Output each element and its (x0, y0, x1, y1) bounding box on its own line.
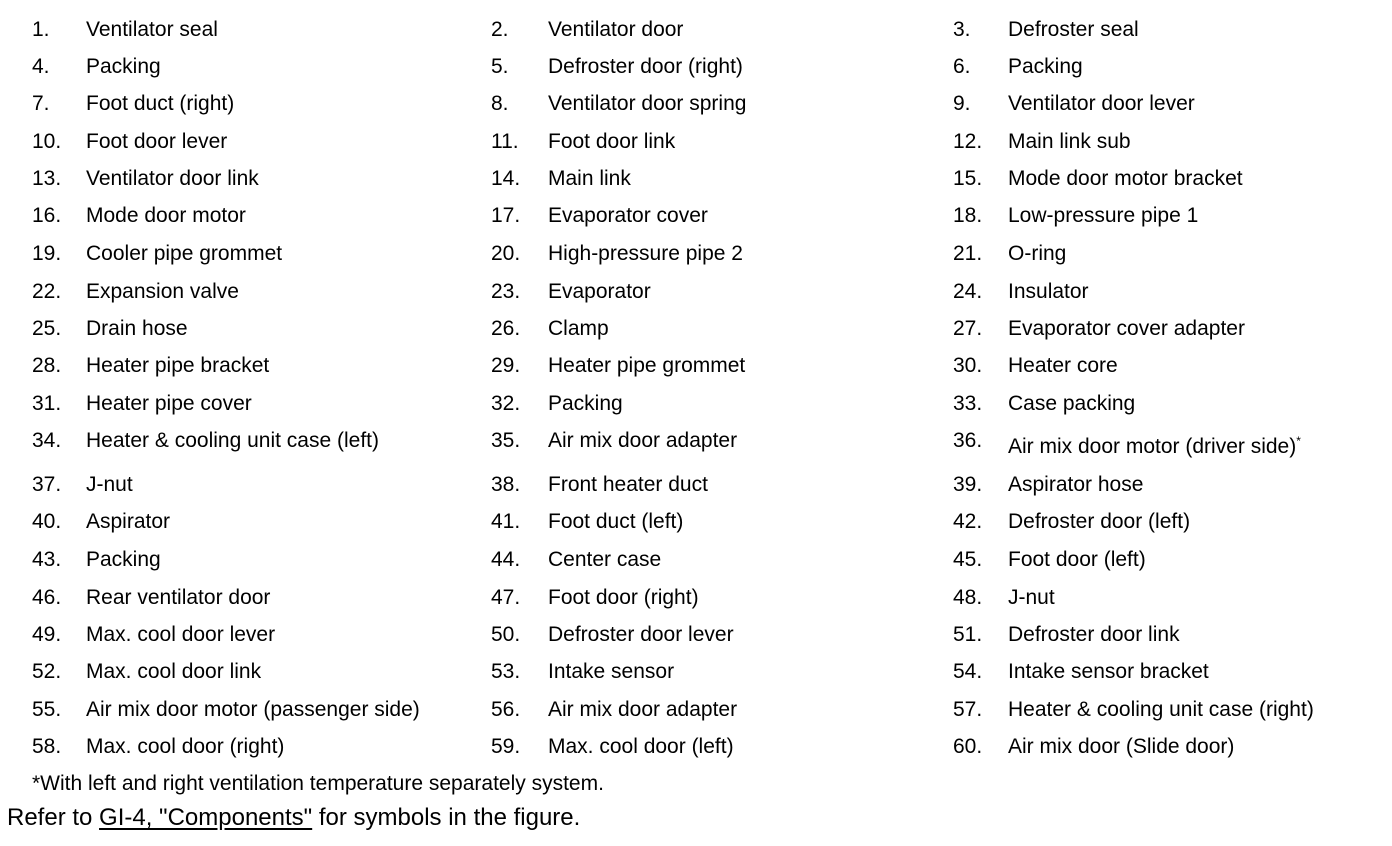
item-label (548, 18, 683, 42)
item-number: 60. (953, 735, 983, 758)
item-number: 10. (32, 130, 62, 153)
item-label (1008, 280, 1089, 304)
item-label-text: Foot door lever (86, 130, 228, 153)
item-number: 23. (491, 280, 521, 303)
item-label-text: Expansion valve (86, 280, 239, 303)
item-label-text: Defroster door (right) (548, 55, 743, 78)
item-number: 45. (953, 548, 983, 571)
item-number: 59. (491, 735, 521, 758)
item-label (86, 280, 239, 304)
item-number: 40. (32, 510, 62, 533)
item-number: 35. (491, 429, 521, 452)
item-label-text: Max. cool door (right) (86, 735, 285, 758)
item-label-text: Defroster door lever (548, 623, 734, 646)
item-number: 44. (491, 548, 521, 571)
item-number: 49. (32, 623, 62, 646)
item-number: 1. (32, 18, 50, 41)
item-number: 39. (953, 473, 983, 496)
item-label (86, 242, 282, 266)
item-label (1008, 548, 1146, 572)
item-label (1008, 242, 1066, 266)
item-number: 32. (491, 392, 521, 415)
item-label (1008, 92, 1195, 116)
legend-row (0, 473, 1392, 510)
components-reference-link[interactable]: GI-4, "Components" (99, 804, 313, 831)
item-label-text: Insulator (1008, 280, 1089, 303)
item-label (548, 548, 661, 572)
item-number: 56. (491, 698, 521, 721)
item-label (1008, 167, 1243, 191)
item-label-text: Heater & cooling unit case (left) (86, 429, 379, 452)
item-number: 31. (32, 392, 62, 415)
item-number: 36. (953, 429, 983, 452)
item-label (548, 242, 743, 266)
item-label (548, 55, 743, 79)
item-label-text: Ventilator door (548, 18, 684, 41)
item-label (86, 167, 259, 191)
item-label (548, 392, 623, 416)
item-label (86, 510, 170, 534)
item-label (86, 130, 227, 154)
item-label (1008, 586, 1055, 610)
item-label-text: Packing (1008, 55, 1083, 78)
item-number: 2. (491, 18, 509, 41)
item-number: 58. (32, 735, 62, 758)
item-label (548, 167, 631, 191)
item-label-text: Front heater duct (548, 473, 708, 496)
item-label (86, 473, 133, 497)
legend-row (0, 548, 1392, 585)
item-label-text: Ventilator door link (86, 167, 259, 190)
item-label-text: Main link sub (1008, 130, 1131, 153)
item-label-text: Heater pipe cover (86, 392, 252, 415)
item-label-text: Defroster seal (1008, 18, 1139, 41)
item-label (86, 55, 161, 79)
item-label (548, 473, 708, 497)
item-label-text: Packing (86, 548, 161, 571)
item-label-text: Max. cool door (left) (548, 735, 734, 758)
item-number: 28. (32, 354, 62, 377)
item-number: 26. (491, 317, 521, 340)
item-label (86, 586, 270, 610)
item-label (548, 317, 609, 341)
item-number: 11. (491, 130, 519, 153)
item-label (548, 586, 699, 610)
item-label (86, 204, 246, 228)
item-label (1008, 735, 1234, 759)
item-label-text: Evaporator cover (548, 204, 708, 227)
item-number: 38. (491, 473, 521, 496)
item-number: 3. (953, 18, 971, 41)
reference-suffix: for symbols in the figure. (312, 804, 581, 831)
item-label-text: Intake sensor (548, 660, 675, 683)
item-label-text: Drain hose (86, 317, 188, 340)
item-label-text: Ventilator door lever (1008, 92, 1195, 115)
item-number: 54. (953, 660, 983, 683)
item-number: 27. (953, 317, 983, 340)
item-number: 30. (953, 354, 983, 377)
legend-row (0, 510, 1392, 547)
item-label (548, 354, 745, 378)
item-label-text: Defroster door link (1008, 623, 1180, 646)
item-label (1008, 473, 1143, 497)
item-number: 41. (491, 510, 521, 533)
item-number: 47. (491, 586, 521, 609)
item-label (548, 280, 651, 304)
legend-row (0, 204, 1392, 241)
item-label-text: High-pressure pipe 2 (548, 242, 743, 265)
legend-row (0, 698, 1392, 735)
item-label (86, 660, 261, 684)
legend-row (0, 55, 1392, 92)
reference-note (7, 804, 580, 832)
item-label (548, 698, 737, 722)
legend-row (0, 735, 1392, 772)
legend-row (0, 280, 1392, 317)
item-label (1008, 698, 1314, 722)
item-number: 4. (32, 55, 50, 78)
item-label-text: Air mix door (Slide door) (1008, 735, 1235, 758)
item-label-text: Air mix door adapter (548, 429, 738, 452)
item-number: 7. (32, 92, 50, 115)
item-number: 42. (953, 510, 983, 533)
item-number: 52. (32, 660, 62, 683)
item-label (1008, 510, 1190, 534)
item-label (86, 623, 275, 647)
item-label (86, 317, 188, 341)
legend-row (0, 429, 1392, 466)
item-label (548, 623, 734, 647)
item-label (86, 429, 379, 453)
item-label (548, 204, 708, 228)
item-number: 21. (953, 242, 983, 265)
item-number: 5. (491, 55, 509, 78)
item-label (86, 735, 284, 759)
legend-row (0, 92, 1392, 129)
item-label (86, 392, 252, 416)
item-label-text: Evaporator cover adapter (1008, 317, 1245, 340)
item-number: 17. (491, 204, 521, 227)
item-label-text: Center case (548, 548, 662, 571)
legend-row (0, 18, 1392, 55)
item-label (548, 660, 674, 684)
item-label (548, 429, 737, 453)
item-number: 12. (953, 130, 983, 153)
item-number: 55. (32, 698, 62, 721)
item-label-text: Ventilator seal (86, 18, 218, 41)
item-label (1008, 660, 1209, 684)
item-label-text: Low-pressure pipe 1 (1008, 204, 1199, 227)
item-label-text: Heater pipe grommet (548, 354, 746, 377)
item-label-text: Air mix door adapter (548, 698, 738, 721)
item-number: 29. (491, 354, 521, 377)
item-label-text: Cooler pipe grommet (86, 242, 283, 265)
item-number: 37. (32, 473, 62, 496)
legend-row (0, 660, 1392, 697)
item-label-text: Heater core (1008, 354, 1118, 377)
item-number: 51. (953, 623, 983, 646)
item-label-text: Aspirator (86, 510, 171, 533)
item-label-text: Foot door (right) (548, 586, 699, 609)
item-label (1008, 392, 1135, 416)
item-number: 53. (491, 660, 521, 683)
reference-prefix: Refer to (7, 804, 100, 831)
footnote: *With left and right ventilation temperature separately system. (32, 772, 604, 795)
item-number: 13. (32, 167, 62, 190)
item-number: 24. (953, 280, 983, 303)
item-number: 48. (953, 586, 983, 609)
item-number: 9. (953, 92, 971, 115)
item-label (548, 735, 734, 759)
item-number: 25. (32, 317, 62, 340)
item-label (1008, 623, 1180, 647)
item-label-text: Ventilator door spring (548, 92, 747, 115)
item-label (548, 510, 683, 534)
item-label-text: Foot door link (548, 130, 676, 153)
legend-row (0, 167, 1392, 204)
item-label (1008, 317, 1245, 341)
item-label-text: J-nut (1008, 586, 1055, 609)
item-label-text: Aspirator hose (1008, 473, 1144, 496)
item-label-text: Foot duct (left) (548, 510, 684, 533)
item-number: 18. (953, 204, 983, 227)
item-label-text: Packing (86, 55, 161, 78)
item-label (86, 548, 161, 572)
item-label (86, 354, 269, 378)
item-label (1008, 130, 1131, 154)
item-label-text: Mode door motor bracket (1008, 167, 1243, 190)
item-label (548, 92, 746, 116)
item-number: 14. (491, 167, 521, 190)
item-label (86, 18, 218, 42)
legend-row (0, 317, 1392, 354)
item-label-text: J-nut (86, 473, 133, 496)
legend-row (0, 586, 1392, 623)
item-label-text: Clamp (548, 317, 609, 340)
item-label-text: Heater & cooling unit case (right) (1008, 698, 1314, 721)
item-number: 33. (953, 392, 983, 415)
item-number: 57. (953, 698, 983, 721)
legend-row (0, 392, 1392, 429)
item-label (86, 698, 420, 722)
item-label-text: Case packing (1008, 392, 1136, 415)
item-number: 19. (32, 242, 62, 265)
legend-row (0, 130, 1392, 167)
item-number: 8. (491, 92, 509, 115)
item-label-text: Evaporator (548, 280, 651, 303)
item-label-text: Packing (548, 392, 623, 415)
item-number: 6. (953, 55, 971, 78)
item-label-text: Main link (548, 167, 631, 190)
item-label-text: Max. cool door lever (86, 623, 276, 646)
item-label (548, 130, 675, 154)
item-number: 15. (953, 167, 983, 190)
footnote-marker: * (1296, 434, 1301, 448)
item-label-text: Air mix door motor (driver side) (1008, 435, 1297, 458)
item-label-text: Mode door motor (86, 204, 246, 227)
item-label (1008, 18, 1139, 42)
item-number: 22. (32, 280, 62, 303)
item-label-text: Defroster door (left) (1008, 510, 1191, 533)
item-label-text: Max. cool door link (86, 660, 262, 683)
legend-row (0, 242, 1392, 279)
item-number: 46. (32, 586, 62, 609)
item-label-text: Heater pipe bracket (86, 354, 270, 377)
item-number: 50. (491, 623, 521, 646)
item-label (1008, 204, 1198, 228)
item-label-text: Foot door (left) (1008, 548, 1146, 571)
item-label (1008, 55, 1083, 79)
item-label-text: Rear ventilator door (86, 586, 271, 609)
item-label-text: Intake sensor bracket (1008, 660, 1209, 683)
item-number: 34. (32, 429, 62, 452)
legend-row (0, 354, 1392, 391)
item-number: 16. (32, 204, 62, 227)
item-label-text: O-ring (1008, 242, 1067, 265)
item-number: 43. (32, 548, 62, 571)
item-label (1008, 435, 1301, 459)
item-label-text: Air mix door motor (passenger side) (86, 698, 420, 721)
legend-row (0, 623, 1392, 660)
item-label-text: Foot duct (right) (86, 92, 235, 115)
item-label (1008, 354, 1118, 378)
item-number: 20. (491, 242, 521, 265)
item-label (86, 92, 234, 116)
